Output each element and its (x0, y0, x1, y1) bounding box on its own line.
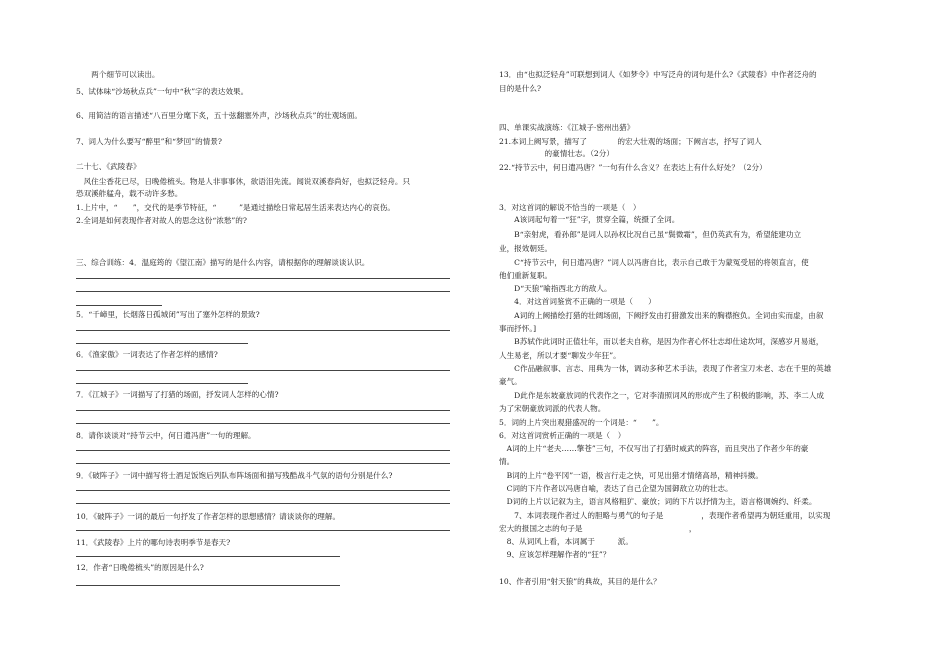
left-column (76, 0, 496, 658)
answer-line (76, 450, 450, 451)
option-text: C作品融叙事、言志、用典为一体，调动多种艺术手法，表现了作者宝刀未老、志在千里的英雄 (499, 364, 832, 373)
answer-line (76, 556, 340, 557)
option-text: A词的上阙描绘打猎的壮阔场面，下阙抒发由打猎激发出来的胸襟抱负。全词由实而虚，由叙 (499, 311, 824, 320)
text-line: 7、本词表现作者过人的胆略与勇气的句子是 ，表现作者希望再为朝廷重用，以实现 (499, 511, 831, 520)
answer-line (76, 503, 450, 504)
answer-line (76, 490, 450, 491)
text-line: 9、应该怎样理解作者的“狂”？ (499, 550, 611, 559)
text-line: 5．“千嶂里，长烟落日孤城闭”写出了塞外怎样的景致? (76, 310, 260, 319)
option-text: D“天狼”喻指西北方的敌人。 (499, 284, 612, 293)
answer-line (76, 423, 450, 424)
section-heading: 二十七、《武陵春》 (76, 162, 141, 171)
option-text: 他们重新复职。 (499, 271, 553, 280)
text-line: 5、试体味“沙场秋点兵”一句中“秋”字的表达效果。 (76, 87, 249, 96)
option-text: B苏轼作此词时正值壮年，而以老夫自称，是因为作者心怀壮志却仕途坎坷，深感岁月易逝， (499, 337, 824, 346)
section-heading: 四、单课实战演练：《江城子·密州出猎》 (499, 123, 635, 132)
answer-line (76, 410, 450, 411)
answer-line (76, 463, 450, 464)
option-text: C词的下片作者以冯唐自喻，表达了自己企望为国御敌立功的壮志。 (499, 484, 733, 493)
text-line: 3．对这首词的解说不恰当的一项是（ ） (499, 203, 641, 212)
text-line: 7、词人为什么要写“醉里”和“梦回”的情景? (76, 137, 222, 146)
text-line: 6．《渔家傲》一词表达了作者怎样的感情? (76, 350, 218, 359)
option-text: A词的上片“老夫……擎苍”三句，不仅写出了打猎时威武的阵容，而且突出了作者少年的豪 (499, 444, 809, 453)
text-line: 5．词的上片突出观猎盛况的一个词是：“ ”。 (499, 418, 664, 427)
poem-text: 风住尘香花已尽，日晚倦梳头。物是人非事事休，欲语泪先流。闻说双溪春尚好，也拟泛轻舟。只 (76, 177, 411, 186)
text-line: 2.全词是如何表现作者对故人的思念这份“浓愁”的? (76, 216, 247, 225)
option-text: 为了宋朝豪放词派的代表人物。 (499, 404, 606, 413)
option-text: 事而抒怀。] (499, 324, 537, 333)
answer-line (76, 383, 248, 384)
option-text: 业，报效朝廷。 (499, 244, 553, 253)
option-text: D词的上片以记叙为主，语言风格粗犷、豪放；词的下片以抒情为主，语言格调婉约、纤柔。 (499, 497, 817, 506)
text-line: 4．对这首词鉴赏不正确的一项是（ ） (499, 297, 656, 306)
answer-line (76, 330, 450, 331)
answer-line (76, 291, 450, 292)
answer-line (76, 530, 450, 531)
text-line: 21.本词上阙写景，描写了 的宏大壮观的场面；下阙言志，抒写了词人 (499, 137, 762, 146)
text-line: 三、综合训练：4．温庭筠的《望江南》描写的是什么内容，请根据你的理解谈谈认识。 (76, 258, 370, 267)
text-line: 目的是什么? (499, 84, 542, 93)
poem-text: 恐双溪舴艋舟，载不动许多愁。 (76, 189, 183, 198)
text-line: 宏大的报国之志的句子是 ， (499, 524, 697, 533)
answer-line (76, 370, 450, 371)
answer-line (76, 585, 340, 586)
option-text: C“持节云中，何日遣冯唐？”词人以冯唐自比，表示自己敢于为蒙冤受屈的将领直言，使 (499, 258, 809, 267)
text-line: 7．《江城子》一词描写了打猎的场面，抒发词人怎样的心情? (76, 390, 279, 399)
text-line: 11．《武陵春》上片的哪句诗表明季节是春天? (76, 538, 231, 547)
option-text: A该词起句着一“狂”字，贯穿全篇，统摄了全词。 (499, 215, 680, 224)
option-text: 豪气。 (499, 377, 522, 386)
text-line: 10．《破阵子》一词的最后一句抒发了作者怎样的思想感情？请谈谈你的理解。 (76, 512, 341, 521)
option-text: D此作是东坡豪放词的代表作之一，它对李清照词风的形成产生了积极的影响，苏、李二人成 (499, 391, 825, 400)
text-line: 1.上片中，“ ”，交代的是季节特征，“ ”是通过描绘日常起居生活来表达内心的哀伤。 (76, 203, 395, 212)
text-line: 9．《破阵子》一词中描写将士酒足饭饱后列队布阵场面和描写残酷战斗气氛的语句分别是什么? (76, 471, 393, 480)
text-line: 8、从词风上看，本词属于 派。 (499, 537, 633, 546)
text-line: 10、作者引用“射天狼”的典故，其目的是什么？ (499, 577, 661, 586)
text-line: 两个细节可以读出。 (76, 70, 160, 79)
text-line: 13．由“也拟泛轻舟”可联想到词人《如梦令》中写泛舟的词句是什么?《武陵春》中作者泛舟的 (499, 70, 817, 79)
option-text: 情。 (499, 457, 515, 466)
answer-line (76, 305, 162, 306)
text-line: 12．作者“日晚倦梳头”的原因是什么? (76, 563, 204, 572)
right-column (499, 0, 903, 658)
answer-line (76, 343, 248, 344)
option-text: B词的上片“卷平冈”一语，极言行走之快，可见出猎才情绪高昂，精神抖擞。 (499, 471, 763, 480)
text-line: 8．请你谈谈对“持节云中，何日遣冯唐”一句的理解。 (76, 431, 256, 440)
text-line: 6、用简洁的语言描述“八百里分麾下炙，五十弦翻塞外声，沙场秋点兵”的壮观场面。 (76, 111, 362, 120)
option-text: B“亲射虎，看孙郎”是词人以孙权比况自己虽“鬓微霜”，但仍英武有为，希望能建功立 (499, 230, 802, 239)
text-line: 22.“持节云中，何日遣冯唐？”一句有什么含义？在表达上有什么好处？（2分） (499, 163, 767, 172)
option-text: 人生易老，所以才要“聊发少年狂”。 (499, 351, 621, 360)
answer-line (76, 278, 450, 279)
text-line: 的豪情壮志。（2分） (499, 149, 614, 158)
text-line: 6．对这首词赏析正确的一项是（ ） (499, 431, 626, 440)
